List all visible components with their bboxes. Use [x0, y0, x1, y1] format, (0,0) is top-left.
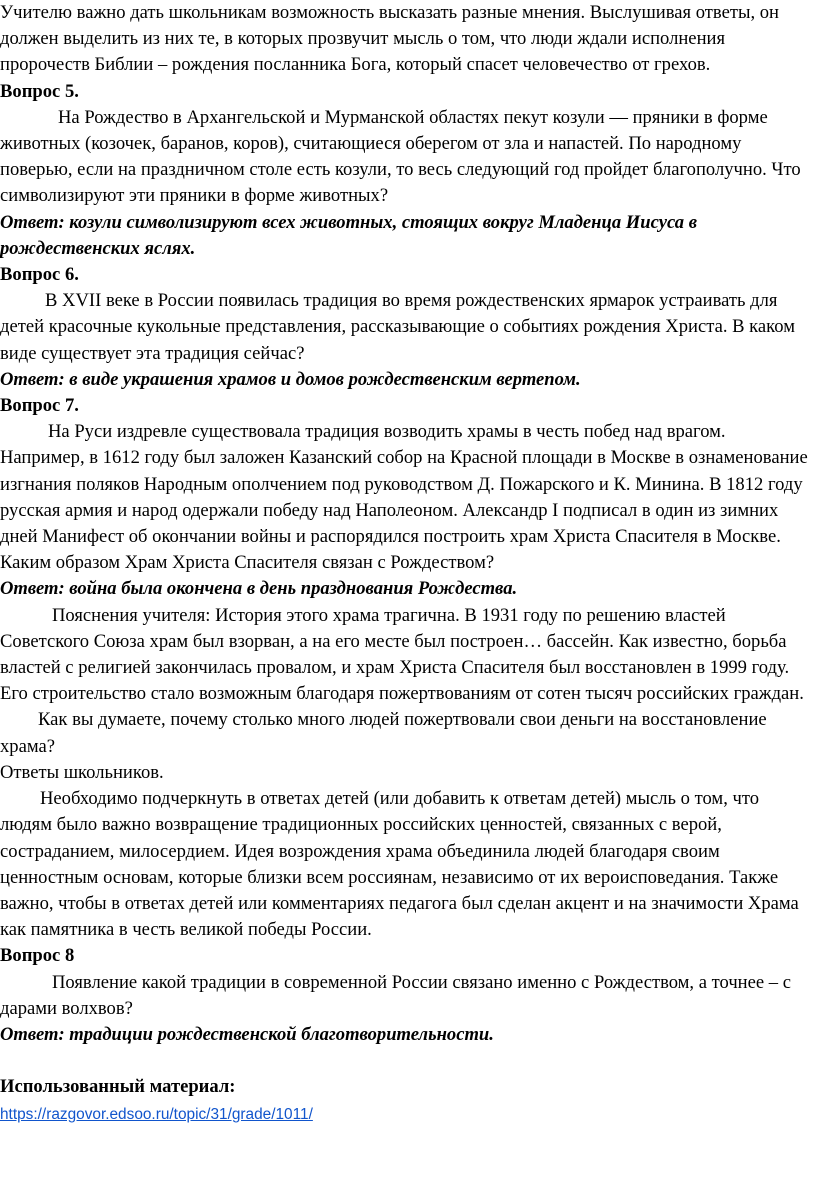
student-answers-label: Ответы школьников. [0, 761, 164, 783]
teacher-note: Пояснения учителя: История этого храма трагична. В 1931 году по решению властей Советского Союза храм был взорван, а на его месте был построен… бассейн. Как известно, борьба властей с религией закончилась провалом, и храм Христа Спасителя был восстановлен в 1999 году. Его строительство стало возможным благодаря пожертвованиям от сотен тысяч российских граждан. [0, 604, 804, 705]
question-7-answer: Ответ: война была окончена в день празднования Рождества. [0, 578, 518, 600]
question-6-answer: Ответ: в виде украшения храмов и домов рождественским вертепом. [0, 368, 581, 390]
source-link[interactable]: https://razgovor.edsoo.ru/topic/31/grade/1011/ [0, 1105, 313, 1123]
question-8-heading: Вопрос 8 [0, 945, 75, 967]
question-5-text: На Рождество в Архангельской и Мурманской областях пекут козули — пряники в форме животных (козочек, баранов, коров), считающиеся оберегом от зла и напастей. По народному поверью, если на праздничном столе есть козули, то весь следующий год пройдет благополучно. Что символизируют эти пряники в форме животных? [0, 106, 801, 207]
question-8-answer: Ответ: традиции рождественской благотворительности. [0, 1023, 494, 1045]
sources-heading: Использованный материал: [0, 1076, 236, 1098]
teacher-guidance: Необходимо подчеркнуть в ответах детей (или добавить к ответам детей) мысль о том, что людям было важно возвращение традиционных российских ценностей, связанных с верой, состраданием, милосердием. Идея возрождения храма объединила людей благодаря своим ценностным основам, которые близки всем россиянам, независимо от их вероисповедания. Также важно, чтобы в ответах детей или комментариях педагога был сделан акцент и на значимости Храма как памятника в честь великой победы России. [0, 788, 799, 941]
question-6-text: В XVII веке в России появилась традиция во время рождественских ярмарок устраивать для детей красочные кукольные представления, рассказывающие о событиях рождения Христа. В каком виде существует эта традиция сейчас? [0, 290, 795, 364]
question-5-answer: Ответ: козули символизируют всех животных, стоящих вокруг Младенца Иисуса в рождественских яслях. [0, 211, 698, 259]
intro-paragraph: Учителю важно дать школьникам возможность высказать разные мнения. Выслушивая ответы, он должен выделить из них те, в которых прозвучит мысль о том, что люди ждали исполнения пророчеств Библии – рождения посланника Бога, который спасет человечество от грехов. [0, 2, 780, 76]
question-5-heading: Вопрос 5. [0, 80, 79, 102]
question-7-heading: Вопрос 7. [0, 395, 79, 417]
question-8-text: Появление какой традиции в современной России связано именно с Рождеством, а точнее – с дарами волхвов? [0, 971, 791, 1019]
question-6-heading: Вопрос 6. [0, 264, 79, 286]
question-7-text: На Руси издревле существовала традиция возводить храмы в честь побед над врагом. Например, в 1612 году был заложен Казанский собор на Красной площади в Москве в ознаменование изгнания поляков Народным ополчением под руководством Д. Пожарского и К. Минина. В 1812 году русская армия и народ одержали победу над Наполеоном. Александр I подписал в один из зимних дней Манифест об окончании войны и распорядился построить храм Христа Спасителя в Москве. Каким образом Храм Христа Спасителя связан с Рождеством? [0, 421, 808, 574]
spacer [0, 1048, 814, 1074]
follow-up-question: Как вы думаете, почему столько много людей пожертвовали свои деньги на восстановление храма? [0, 709, 767, 757]
